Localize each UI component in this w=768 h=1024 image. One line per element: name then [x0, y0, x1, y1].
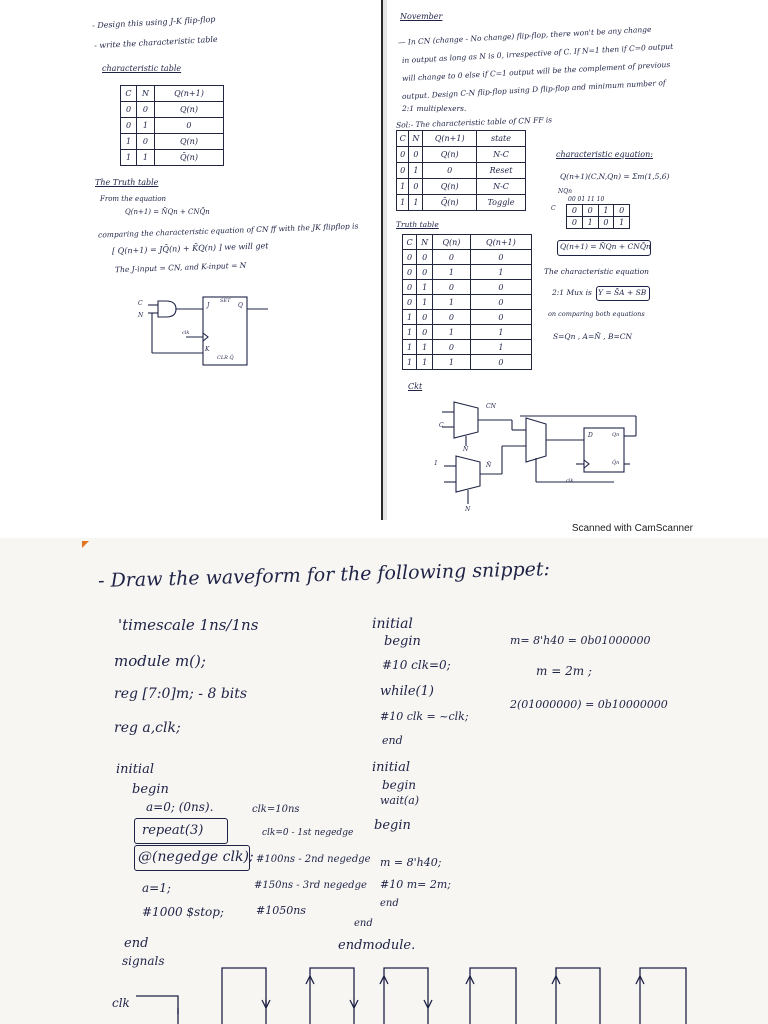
kmap-c-label: C [551, 205, 556, 212]
truth-table-cell: 0 [470, 295, 531, 310]
code-left-line: reg a,clk; [114, 720, 181, 736]
code-left-line: clk [112, 996, 130, 1010]
truth-table-cell: 0 [433, 250, 471, 265]
circuit-clk-label: clk [182, 330, 190, 336]
code-right-line: endmodule. [338, 938, 416, 953]
truth-table-cell: 0 [433, 310, 471, 325]
truth-table-cell: 1 [433, 355, 471, 370]
truth-table-cell: 1 [433, 295, 471, 310]
char-table-cell: 1 [136, 150, 154, 166]
para-line-3: will change to 0 else if C=1 output will be the complement of previous [401, 59, 671, 83]
code-left-line: a=0; (0ns). [146, 800, 214, 814]
code-left-line: end [124, 936, 149, 951]
code-right-line: #10 m= 2m; [380, 878, 451, 891]
code-right-line: end [382, 734, 403, 747]
boxed-equation: Q(n+1) = N̄Qn + CNQ̄n [560, 242, 651, 251]
comparing-text: comparing the characteristic equation of CN ff with the JK flipflop is [97, 221, 359, 240]
state-table-cell: Reset [477, 163, 526, 179]
state-table-cell: N-C [477, 147, 526, 163]
truth-table-cell: 0 [417, 250, 433, 265]
left-line-1: - Design this using J-K flip-flop [91, 14, 216, 31]
equation-1: Q(n+1) = N̄Qn + CNQ̄n [125, 208, 210, 216]
char-table-cell: 0 [121, 118, 137, 134]
truth-table-cell: 1 [403, 325, 417, 340]
truth-table-cell: 0 [433, 280, 471, 295]
truth-table-cell: 1 [417, 355, 433, 370]
state-table-cell: 0 [409, 147, 423, 163]
kmap-cell: 0 [598, 217, 614, 229]
truth-table-cell: 1 [433, 325, 471, 340]
char-table-cell: 0 [121, 102, 137, 118]
kmap-cell: 1 [614, 217, 630, 229]
kmap-cell: 0 [567, 217, 583, 229]
truth-table-cell: 1 [417, 295, 433, 310]
code-left-line: module m(); [114, 652, 206, 670]
code-right-line: end [380, 898, 399, 909]
code-right-line: initial [372, 616, 413, 632]
state-table-cell: N-C [477, 179, 526, 195]
truth-table-cell: 0 [403, 250, 417, 265]
code-right-line: begin [374, 818, 411, 833]
ckt-q-label: Qn [612, 432, 620, 438]
compare-equation: S=Qn , A=N̄ , B=CN [553, 332, 633, 341]
code-right-line: m = 8'h40; [380, 856, 442, 869]
clk-waveform [0, 538, 768, 1024]
para-line-4: output. Design C-N flip-flop using D flip-flop and minimum number of [401, 78, 666, 101]
char-table-cell: 1 [121, 134, 137, 150]
char-table-cell: 1 [121, 150, 137, 166]
para-line-1: — In CN (change - No change) flip-flop, there won't be any change [397, 24, 652, 47]
circuit-k-label: K [205, 346, 210, 353]
code-left-line: #1000 $stop; [142, 905, 224, 919]
circuit-heading: Ckt [408, 382, 423, 391]
ckt-nbar-label: N̄ [486, 462, 492, 469]
state-table-header-cell: Q(n+1) [423, 131, 477, 147]
kmap-cols: 00 01 11 10 [568, 196, 605, 203]
camscanner-watermark: Scanned with CamScanner [571, 523, 693, 534]
truth-table-header-cell: Q(n+1) [470, 235, 531, 250]
scan-corner-mark [82, 541, 89, 548]
state-table-header-cell: state [477, 131, 526, 147]
state-table-cell: 0 [409, 179, 423, 195]
notes-mid-line: #1050ns [256, 904, 306, 917]
state-table-cell: 1 [397, 195, 409, 211]
page2-heading: - Draw the waveform for the following snippet: [97, 558, 551, 592]
char-table-cell: Q(n) [154, 102, 223, 118]
kmap-cell: 0 [614, 205, 630, 217]
code-right-line: begin [382, 778, 417, 792]
code-left-line: begin [132, 782, 169, 797]
circuit-n-label: N [138, 312, 144, 319]
code-left-line: 'timescale 1ns/1ns [118, 616, 259, 634]
char-eq-note: The characteristic equation [544, 267, 649, 276]
code-right-line: wait(a) [380, 794, 420, 807]
from-equation-text: From the equation [100, 195, 167, 203]
code-left-line: @(negedge clk); [138, 849, 254, 865]
code-right-line: initial [372, 760, 410, 775]
char-table-cell: Q̄(n) [154, 150, 223, 166]
truth-table-cell: 1 [470, 325, 531, 340]
ckt-d-label: D [588, 432, 593, 439]
code-left-line: repeat(3) [142, 823, 204, 838]
left-line-2: - write the characteristic table [93, 34, 218, 51]
code-right-line: while(1) [380, 684, 434, 699]
truth-table-header-cell: N [417, 235, 433, 250]
truth-table-cell: 0 [470, 280, 531, 295]
code-left-line: initial [116, 762, 154, 777]
mux-equation: Y = S̄A + SB [598, 288, 647, 297]
char-table-header-cell: Q(n+1) [154, 86, 223, 102]
truth-table-cell: 1 [470, 265, 531, 280]
char-table-cell: Q(n) [154, 134, 223, 150]
jk-input-text: The J-input = CN, and K-input = N [114, 260, 247, 275]
solution-text: Sol:- The characteristic table of CN FF is [395, 115, 553, 130]
state-table-cell: 1 [409, 195, 423, 211]
notes-right-line: m= 8'h40 = 0b01000000 [510, 634, 651, 647]
truth-table-cell: 0 [470, 355, 531, 370]
state-table-cell: 1 [397, 179, 409, 195]
notes-right-line: m = 2m ; [536, 664, 592, 678]
char-table-header-cell: N [136, 86, 154, 102]
code-left-line: a=1; [142, 881, 171, 895]
truth-table-heading-right: Truth table [396, 220, 439, 229]
ckt-c-label: C [439, 422, 444, 429]
notes-right-line: 2(01000000) = 0b10000000 [510, 698, 668, 711]
para-line-5: 2:1 multiplexers. [402, 104, 467, 113]
state-table-cell: 0 [397, 147, 409, 163]
char-table-header-cell: C [121, 86, 137, 102]
circuit-clr-label: CLR Q̄ [217, 355, 234, 361]
truth-table-heading: The Truth table [95, 178, 159, 187]
scanned-page-2 [0, 538, 768, 1024]
char-eq-text: Q(n+1)(C,N,Qn) = Σm(1,5,6) [560, 172, 670, 181]
truth-table-cell: 1 [403, 340, 417, 355]
notes-mid-line: clk=10ns [252, 804, 300, 815]
truth-table-cell: 0 [433, 340, 471, 355]
state-table-cell: 0 [423, 163, 477, 179]
circuit-j-label: J [207, 302, 210, 309]
ckt-n1-label: N [463, 446, 469, 453]
truth-table-cell: 1 [470, 340, 531, 355]
truth-table-cell: 0 [403, 280, 417, 295]
notes-mid-line: #150ns - 3rd negedge [254, 880, 367, 891]
code-right-line: end [354, 918, 373, 929]
para-line-2: in output as long as N is 0, irrespective of C. If N=1 then if C=0 output [401, 41, 674, 65]
compare-note: on comparing both equations [548, 310, 645, 318]
truth-table-cell: 1 [433, 265, 471, 280]
state-table-header-cell: C [397, 131, 409, 147]
code-right-line: #10 clk = ~clk; [380, 710, 469, 723]
notes-mid-line: #100ns - 2nd negedge [256, 854, 371, 865]
notes-mid-line: clk=0 - 1st negedge [262, 828, 354, 838]
circuit-q-label: Q [238, 302, 243, 309]
state-table-cell: Q(n) [423, 179, 477, 195]
truth-table-header-cell: C [403, 235, 417, 250]
circuit-set-label: SET [220, 298, 231, 304]
char-table-heading: characteristic table [102, 64, 182, 73]
ckt-qbar-label: Q̄n [612, 460, 620, 466]
code-left-line: reg [7:0]m; - 8 bits [114, 686, 248, 702]
circuit-c-label: C [138, 300, 143, 307]
kmap-cell: 1 [598, 205, 614, 217]
truth-table-cell: 0 [403, 295, 417, 310]
code-right-line: #10 clk=0; [382, 658, 451, 672]
char-table-cell: 0 [154, 118, 223, 134]
kmap-cell: 0 [582, 205, 598, 217]
state-table-header-cell: N [409, 131, 423, 147]
truth-table-cell: 0 [417, 265, 433, 280]
code-right-line: begin [384, 634, 421, 649]
char-table-cell: 0 [136, 134, 154, 150]
truth-table-cell: 0 [403, 265, 417, 280]
truth-table-cell: 1 [403, 355, 417, 370]
ckt-n2-label: N [465, 506, 471, 513]
truth-table-cell: 1 [417, 280, 433, 295]
kmap-header: NQn [558, 188, 573, 195]
char-table-cell: 0 [136, 102, 154, 118]
ckt-one-label: 1 [434, 460, 438, 467]
mux-note: 2:1 Mux is [552, 288, 592, 297]
state-table-cell: Q(n) [423, 147, 477, 163]
truth-table-cell: 1 [417, 340, 433, 355]
state-table-cell: Toggle [477, 195, 526, 211]
truth-table-cell: 0 [470, 310, 531, 325]
ckt-cn-label: CN [486, 403, 496, 410]
equation-2: [ Q(n+1) = JQ̄(n) + K̄Q(n) ] we will get [111, 241, 269, 256]
state-table-cell: 0 [397, 163, 409, 179]
char-table-cell: 1 [136, 118, 154, 134]
ckt-clk-label: clk [566, 478, 574, 484]
truth-table-cell: 0 [470, 250, 531, 265]
state-table-cell: Q̄(n) [423, 195, 477, 211]
truth-table-cell: 0 [417, 325, 433, 340]
kmap-cell: 1 [582, 217, 598, 229]
state-table-cell: 1 [409, 163, 423, 179]
truth-table-header-cell: Q(n) [433, 235, 471, 250]
right-heading: November [400, 12, 443, 21]
code-left-line: signals [122, 954, 165, 968]
truth-table-cell: 0 [417, 310, 433, 325]
char-eq-heading: characteristic equation: [556, 150, 653, 159]
truth-table-cell: 1 [403, 310, 417, 325]
kmap-cell: 0 [567, 205, 583, 217]
